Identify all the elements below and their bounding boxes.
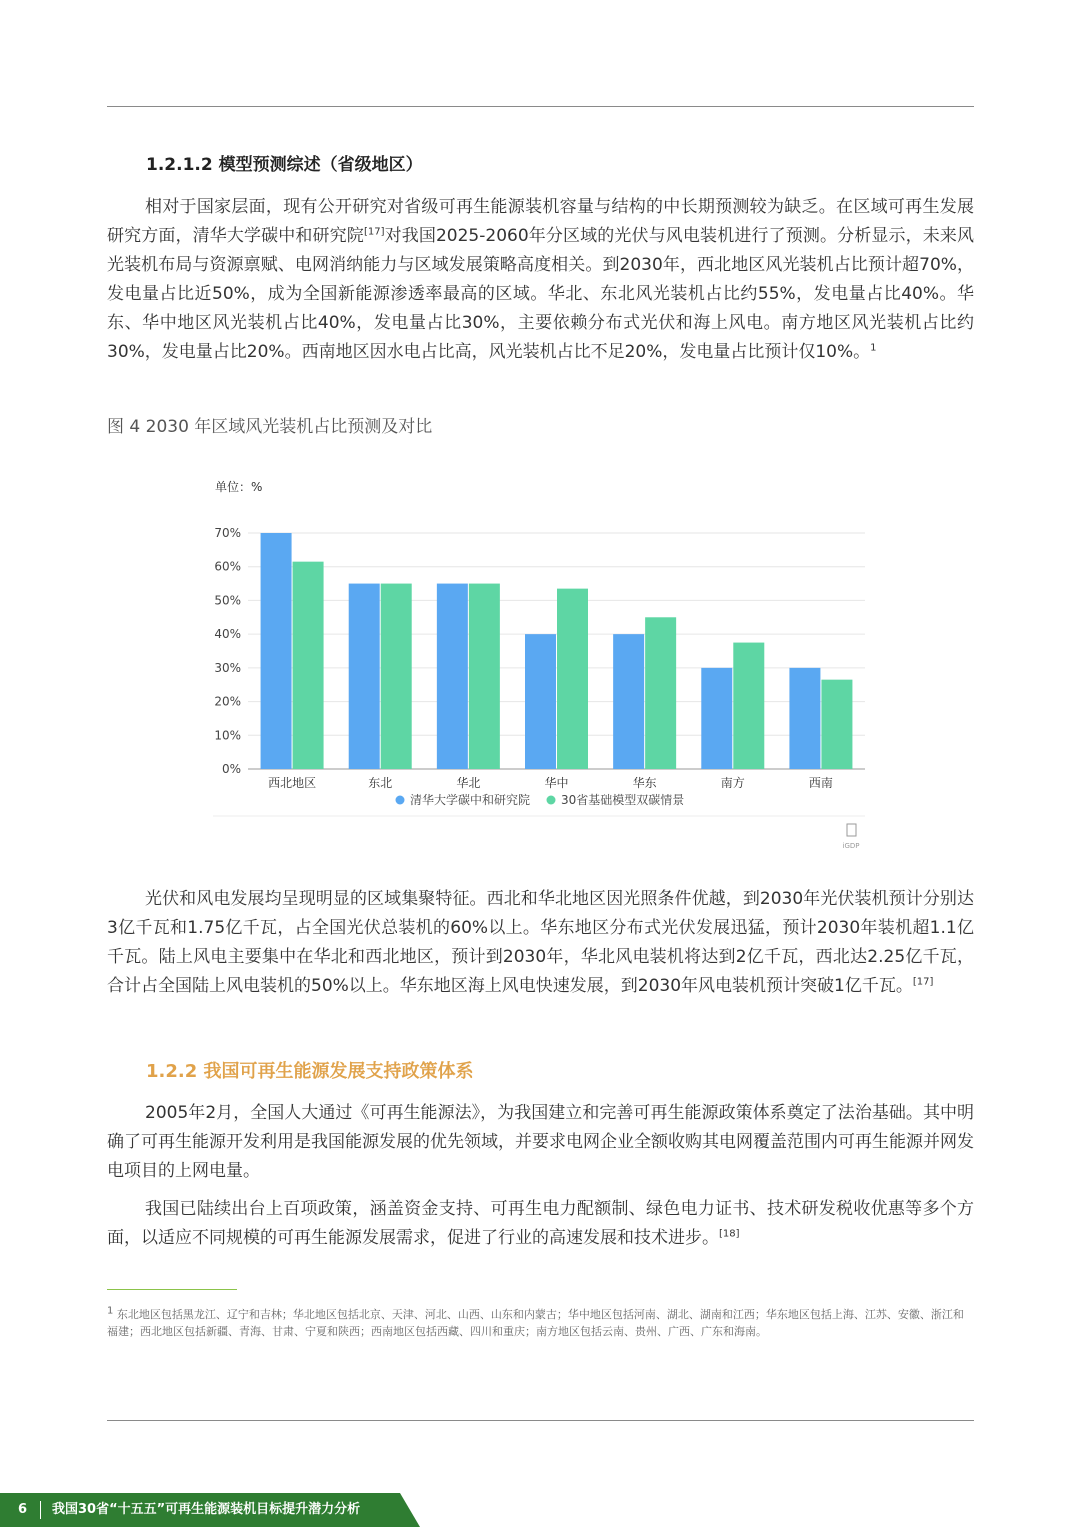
figure-caption: 图 4 2030 年区域风光装机占比预测及对比 <box>107 417 433 437</box>
citation-18[interactable]: [18] <box>719 1228 740 1240</box>
chart-legend-marker <box>547 796 556 805</box>
chart-ytick-label: 20% <box>214 694 241 709</box>
chart-bar <box>381 584 412 769</box>
chart-ytick-label: 0% <box>221 762 241 776</box>
chart-xtick-label: 西北地区 <box>268 776 317 790</box>
para4-text: 我国已陆续出台上百项政策，涵盖资金支持、可再生电力配额制、绿色电力证书、技术研发税收优惠等多个方面，以适应不同规模的可再生能源发展需求，促进了行业的高速发展和技术进步。 <box>107 1199 974 1248</box>
chart-bar <box>469 584 500 769</box>
footnote-ref-1[interactable]: 1 <box>870 342 877 354</box>
chart-bar <box>293 562 324 769</box>
footnote-text: 东北地区包括黑龙江、辽宁和吉林；华北地区包括北京、天津、河北、山西、山东和内蒙古；华中地区包括河南、湖北、湖南和江西；华东地区包括上海、江苏、安徽、浙江和福建；西北地区包括新疆、青海、甘肃、宁夏和陕西；西南地区包括西藏、四川和重庆；南方地区包括云南、贵州、广西、广东和海南。 <box>107 1308 964 1338</box>
chart-xtick-label: 华东 <box>632 776 657 790</box>
footer-separator <box>40 1501 41 1519</box>
top-rule <box>107 106 974 107</box>
chart-bar <box>261 533 292 769</box>
paragraph-4 <box>107 1195 974 1253</box>
para1-text-a: 相对于国家层面，现有公开研究对省级可再生能源装机容量与结构的中长期预测较为缺乏。在区域可再生发展研究方面，清华大学碳中和研究院 <box>107 197 974 246</box>
paragraph-2 <box>107 885 974 1001</box>
chart-xtick-label: 南方 <box>720 776 745 790</box>
chart-bar <box>733 643 764 769</box>
chart-bar <box>645 617 676 769</box>
chart-ytick-label: 10% <box>214 728 241 743</box>
citation-17b[interactable]: [17] <box>912 976 934 988</box>
bottom-rule <box>107 1420 974 1421</box>
chart-xtick-label: 西南 <box>808 776 833 790</box>
chart-legend-marker <box>396 796 405 805</box>
page-number: 6 <box>18 1502 28 1517</box>
para1-text-b: 对我国2025-2060年分区域的光伏与风电装机进行了预测。分析显示，未来风光装机布局与资源禀赋、电网消纳能力与区域发展策略高度相关。到2030年，西北地区风光装机占比预计超70%，发电量占比近50%，成为全国新能源渗透率最高的区域。华北、东北风光装机占比约55%，发电量占比40%。华东、华中地区风光装机占比40%，发电量占比30%，主要依赖分布式光伏和海上风电。南方地区风光装机占比约30%，发电量占比20%。西南地区因水电占比高，风光装机占比不足20%，发电量占比预计仅10%。 <box>107 226 974 362</box>
paragraph-1 <box>107 193 974 367</box>
chart-bar <box>437 584 468 769</box>
chart-ytick-label: 50% <box>214 593 241 608</box>
chart-unit-label: 单位：% <box>215 480 263 494</box>
chart-ytick-label: 60% <box>214 559 241 574</box>
chart-bar <box>821 680 852 769</box>
chart-xtick-label: 华北 <box>456 776 481 790</box>
igdp-logo-icon <box>847 824 856 836</box>
chart-ytick-label: 70% <box>214 526 241 540</box>
chart-bar <box>613 634 644 769</box>
chart-ytick-label: 30% <box>214 660 241 675</box>
chart-legend-label: 30省基础模型双碳情景 <box>561 793 685 807</box>
igdp-logo-text: iGDP <box>842 842 860 850</box>
section-heading: 1.2.2 我国可再生能源发展支持政策体系 <box>146 1061 474 1082</box>
footnote-mark: 1 <box>107 1305 114 1317</box>
citation-17[interactable]: [17] <box>363 226 385 238</box>
chart-xtick-label: 东北 <box>368 776 393 790</box>
chart-xtick-label: 华中 <box>544 776 569 790</box>
footnote-rule <box>107 1289 237 1290</box>
chart-ytick-label: 40% <box>214 627 241 642</box>
paragraph-3: 2005年2月，全国人大通过《可再生能源法》，为我国建立和完善可再生能源政策体系奠定了法治基础。其中明确了可再生能源开发利用是我国能源发展的优先领域，并要求电网企业全额收购其电网覆盖范围内可再生能源并网发电项目的上网电量。 <box>107 1103 974 1181</box>
subheading: 1.2.1.2 模型预测综述（省级地区） <box>146 155 423 175</box>
chart-legend-label: 清华大学碳中和研究院 <box>410 793 531 807</box>
chart-bar <box>557 589 588 769</box>
para2-text: 光伏和风电发展均呈现明显的区域集聚特征。西北和华北地区因光照条件优越，到2030年光伏装机预计分别达3亿千瓦和1.75亿千瓦，占全国光伏总装机的60%以上。华东地区分布式光伏发展迅猛，预计2030年装机超1.1亿千瓦。陆上风电主要集中在华北和西北地区，预计到2030年，华北风电装机将达到2亿千瓦，西北达2.25亿千瓦，合计占全国陆上风电装机的50%以上。华东地区海上风电快速发展，到2030年风电装机预计突破1亿千瓦。 <box>107 889 974 996</box>
footnote <box>107 1306 974 1340</box>
chart-bar <box>789 668 820 769</box>
chart-bar <box>349 584 380 769</box>
footer-title: 我国30省“十五五”可再生能源装机目标提升潜力分析 <box>52 1502 361 1517</box>
bar-chart <box>205 470 875 855</box>
chart-bar <box>701 668 732 769</box>
chart-bar <box>525 634 556 769</box>
